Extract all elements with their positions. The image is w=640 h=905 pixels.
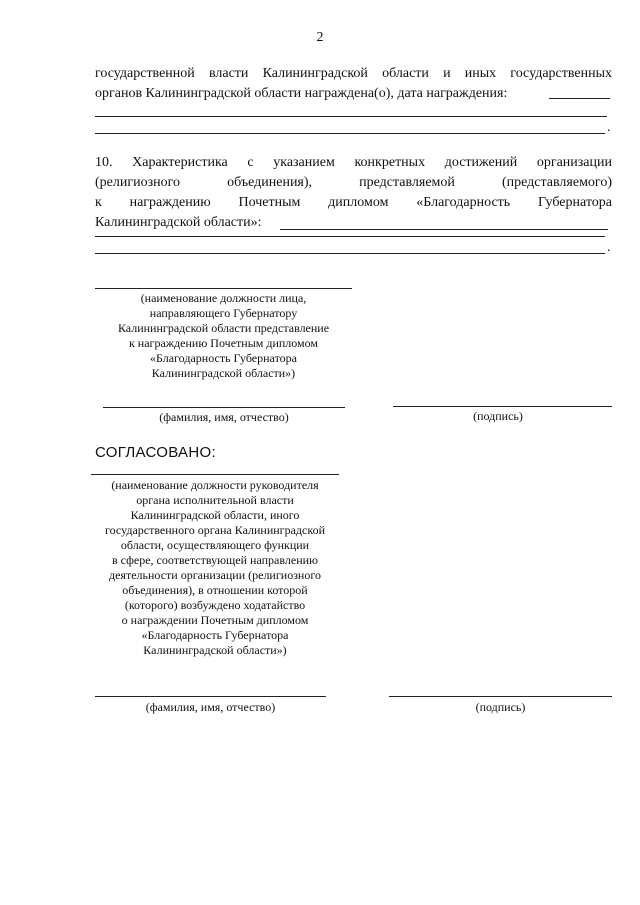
section9-blank-line-2[interactable] bbox=[95, 133, 605, 134]
award-date-field[interactable] bbox=[549, 98, 610, 99]
section10-blank-line-1[interactable] bbox=[95, 236, 605, 237]
caption-line: к награждению Почетным дипломом bbox=[128, 336, 319, 350]
caption-line: области, осуществляющего функции bbox=[120, 538, 310, 552]
agreed-name-caption: (фамилия, имя, отчество) bbox=[145, 700, 276, 714]
caption-line: Калининградской области») bbox=[143, 643, 287, 657]
section9-end-dot: . bbox=[607, 120, 611, 135]
section9-line2: органов Калининградской области награждена(о), дата награждения: bbox=[95, 86, 508, 101]
section10-blank-line-2[interactable] bbox=[95, 253, 605, 254]
caption-line: деятельности организации (религиозного bbox=[109, 568, 321, 582]
page-number: 2 bbox=[316, 30, 324, 45]
section9-blank-line-1[interactable] bbox=[95, 116, 607, 117]
agreed-name-field[interactable] bbox=[95, 696, 326, 697]
caption-line: Калининградской области представление bbox=[117, 321, 330, 335]
caption-line: Калининградской области») bbox=[151, 366, 296, 380]
section10-line3: к награждению Почетным дипломом «Благодарность Губернатора bbox=[95, 195, 612, 210]
section10-end-dot: . bbox=[607, 240, 611, 255]
agreed-signature-field[interactable] bbox=[389, 696, 612, 697]
section9-line1: государственной власти Калининградской области и иных государственных bbox=[95, 66, 612, 81]
section10-line1: 10. Характеристика с указанием конкретных достижений организации bbox=[95, 155, 612, 170]
signer-signature-caption: (подпись) bbox=[473, 409, 523, 423]
signer-name-caption: (фамилия, имя, отчество) bbox=[159, 410, 289, 424]
caption-line: «Благодарность Губернатора bbox=[141, 628, 289, 642]
agreed-position-field[interactable] bbox=[91, 474, 339, 475]
caption-line: органа исполнительной власти bbox=[136, 493, 294, 507]
agreed-position-caption bbox=[91, 478, 339, 658]
caption-line: направляющего Губернатору bbox=[149, 306, 298, 320]
caption-line: в сфере, соответствующей направлению bbox=[111, 553, 319, 567]
signer-position-field[interactable] bbox=[95, 288, 352, 289]
caption-line: Калининградской области, иного bbox=[130, 508, 300, 522]
caption-line: объединения), в отношении которой bbox=[122, 583, 308, 597]
agreed-heading: СОГЛАСОВАНО: bbox=[95, 444, 216, 461]
signer-signature-field[interactable] bbox=[393, 406, 612, 407]
signer-name-field[interactable] bbox=[103, 407, 345, 408]
caption-line: (наименование должности лица, bbox=[140, 291, 307, 305]
section10-line4: Калининградской области»: bbox=[95, 215, 262, 230]
caption-line: о награждении Почетным дипломом bbox=[121, 613, 309, 627]
signer-position-caption bbox=[95, 291, 352, 381]
agreed-signature-caption: (подпись) bbox=[475, 700, 526, 714]
caption-line: государственного органа Калининградской bbox=[105, 523, 325, 537]
section10-line2: (религиозного объединения), представляемой (представляемого) bbox=[95, 175, 612, 190]
caption-line: «Благодарность Губернатора bbox=[150, 351, 297, 365]
caption-line: (наименование должности руководителя bbox=[111, 478, 319, 492]
caption-line: (которого) возбуждено ходатайство bbox=[124, 598, 306, 612]
characteristic-field[interactable] bbox=[280, 229, 608, 230]
